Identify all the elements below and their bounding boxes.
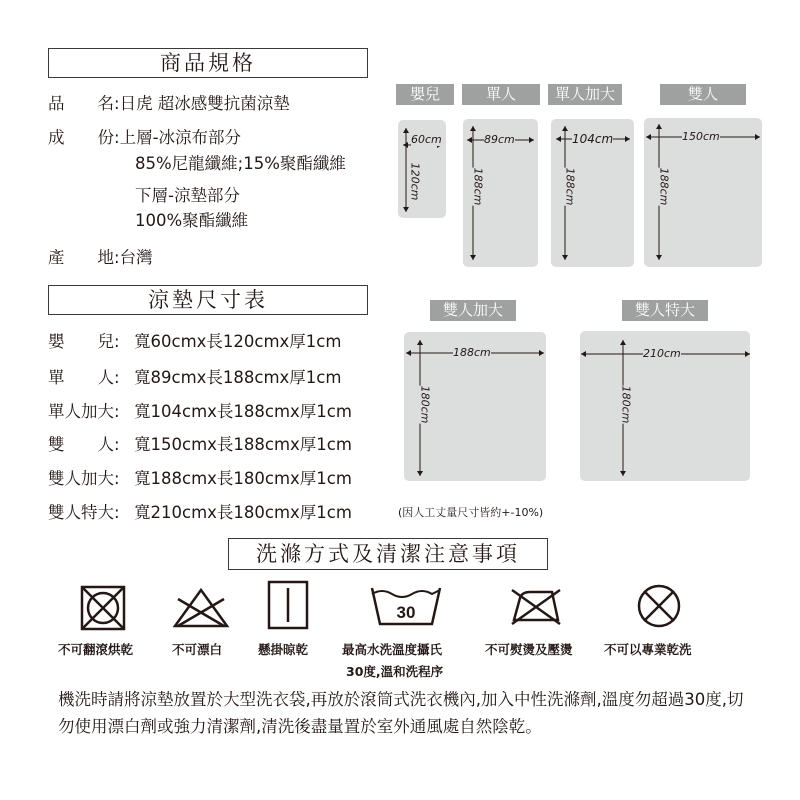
size-row-value: 寬89cmx長188cmx厚1cm [134, 368, 342, 387]
diagram-tag-single: 單人 [462, 84, 540, 105]
care-label: 懸掛晾乾 [258, 642, 309, 657]
care-label-line2: 30度,溫和洗程序 [346, 664, 444, 679]
dim-h-double-plus: 180cm [418, 385, 432, 424]
wash-temp: 30 [396, 603, 416, 622]
dim-h-double-xl: 180cm [619, 385, 633, 424]
dim-w-single-plus: 104cm [572, 132, 614, 146]
origin-label: 產 地: [48, 248, 120, 267]
sizes-title: 涼墊尺寸表 [48, 285, 368, 315]
dim-h-single-plus: 188cm [563, 167, 577, 206]
care-label: 最高水洗溫度攝氏 [342, 642, 443, 657]
no-iron-icon [508, 584, 564, 628]
material-line-1: 上層-冰涼布部分 [119, 128, 242, 147]
care-paragraph: 機洗時請將涼墊放置於大型洗衣袋,再放於滾筒式洗衣機內,加入中性洗滌劑,溫度勿超過30度,切勿使用漂白劑或強力清潔劑,清洗後盡量置於室外通風處自然陰乾。 [58, 690, 744, 736]
size-row-value: 寬104cmx長188cmx厚1cm [134, 402, 352, 421]
care-title: 洗滌方式及清潔注意事項 [228, 538, 548, 570]
size-row-value: 寬150cmx長188cmx厚1cm [134, 435, 352, 454]
diagram-tag-double-xl: 雙人特大 [622, 300, 708, 321]
dim-w-double: 150cm [682, 130, 720, 143]
name-label: 品 名: [48, 94, 120, 113]
dim-w-baby: 60cm [411, 133, 442, 146]
spec-title: 商品規格 [48, 48, 368, 78]
size-row-value: 寬188cmx長180cmx厚1cm [134, 469, 352, 488]
size-note: (因人工丈量尺寸皆約+-10%) [398, 506, 544, 519]
line-dry-icon [267, 580, 309, 630]
material-line-4: 100%聚酯纖維 [135, 211, 249, 230]
no-dry-clean-icon [636, 583, 682, 629]
diagram-tag-double-plus: 雙人加大 [430, 300, 516, 321]
material-line-3: 下層-涼墊部分 [135, 186, 240, 205]
size-row-name: 嬰 兒: [48, 332, 120, 351]
diagram-tag-single-plus: 單人加大 [548, 84, 622, 105]
size-row-value: 寬60cmx長120cmx厚1cm [134, 332, 342, 351]
no-tumble-dry-icon [80, 585, 126, 631]
dim-h-baby: 120cm [408, 162, 422, 201]
origin-value: 台灣 [119, 248, 153, 267]
dim-h-single: 188cm [471, 167, 485, 206]
size-row-name: 單 人: [48, 368, 120, 387]
dim-w-single: 89cm [484, 133, 515, 146]
size-row-name: 單人加大: [48, 402, 120, 421]
dim-w-double-xl: 210cm [643, 347, 681, 360]
size-row-value: 寬210cmx長180cmx厚1cm [134, 503, 352, 522]
dim-h-double: 188cm [657, 167, 671, 206]
size-row-name: 雙 人: [48, 435, 120, 454]
care-label: 不可熨燙及壓燙 [485, 642, 573, 657]
size-row-name: 雙人加大: [48, 469, 120, 488]
name-value: 日虎 超冰感雙抗菌涼墊 [119, 94, 290, 113]
material-line-2: 85%尼龍纖維;15%聚酯纖維 [135, 154, 346, 173]
no-bleach-icon [172, 587, 230, 629]
care-label: 不可漂白 [172, 642, 223, 657]
size-row-name: 雙人特大: [48, 503, 120, 522]
dim-w-double-plus: 188cm [453, 346, 491, 359]
care-label: 不可翻滾烘乾 [58, 642, 134, 657]
material-label: 成 份: [48, 128, 120, 147]
diagram-tag-double: 雙人 [660, 84, 746, 105]
wash-30-icon [368, 584, 444, 628]
diagram-tag-baby: 嬰兒 [396, 84, 454, 105]
care-label: 不可以專業乾洗 [604, 642, 692, 657]
